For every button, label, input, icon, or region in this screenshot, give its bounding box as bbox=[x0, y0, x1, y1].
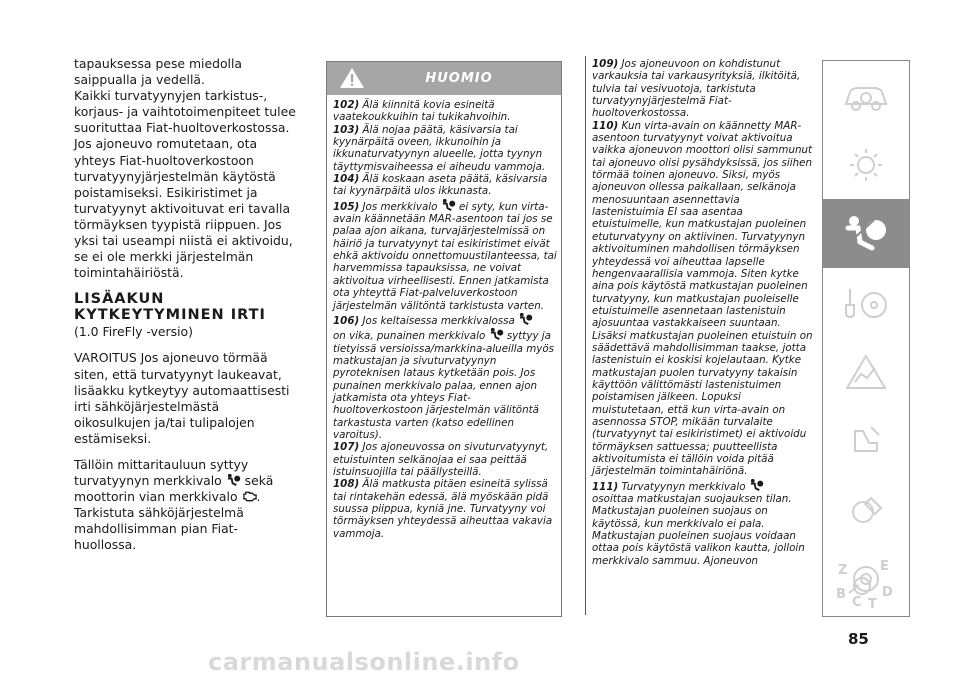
watermark: carmanualsonline.info bbox=[208, 648, 520, 676]
sidebar-item-warning-lights[interactable] bbox=[823, 337, 909, 406]
note-item: 105) Jos merkkivalo ei syty, kun virta-avain käännetään MAR-asentoon tai jos se palaa ajon aikana, turvajärjestelmissä on häiriö ja turvatyynyt tai esikiristimet eivät ehkä aktivoidu onnettomuustilanteessa, tai harvemmissa tapauksissa, ne voivat aktivoitua virheellisesti. Ennen jatkamista ota yhteyttä Fiat-palveluverkostoon järjestelmän välitöntä tarkistusta varten. bbox=[333, 198, 559, 312]
paragraph: Jos ajoneuvo romutetaan, ota yhteys Fiat-huoltoverkostoon turvatyynyjärjestelmän käytöstä poistamiseksi. Esikiristimet ja turvatyynyt aktivoituvat eri tavalla törmäyksen tyypistä riippuen. Jos yksi tai useampi niistä ei aktivoidu, se ei ole merkki järjestelmän toimintahäiriöstä. bbox=[74, 136, 293, 281]
maintenance-icon bbox=[841, 490, 891, 530]
index-letter: B bbox=[836, 587, 846, 602]
note-item: 103) Älä nojaa päätä, käsivarsia tai kyynärpäitä oveen, ikkunoihin ja ikkunaturvatyynyn alueelle, jotta tyynyn täyttymisvaiheessa ei aiheudu vammoja. bbox=[333, 123, 546, 173]
airbag-warning-icon bbox=[441, 198, 456, 212]
note-item: 111) Turvatyynyn merkkivalo osoittaa matkustajan suojauksen tilan. Matkustajan puoleinen suojaus on käytössä, kun merkkivalo ei pala. Matkustajan puoleinen suojaus voidaan ottaa pois käytöstä valikon kautta, jolloin merkkivalo sammuu. Ajoneuvon bbox=[592, 478, 814, 567]
safety-icon bbox=[840, 212, 892, 256]
section-subheading: (1.0 FireFly -versio) bbox=[74, 324, 193, 340]
sidebar-item-start-drive[interactable] bbox=[823, 268, 909, 337]
start-drive-icon bbox=[840, 283, 892, 323]
page-number: 85 bbox=[848, 630, 869, 648]
airbag-warning-icon bbox=[226, 473, 241, 487]
index-icon[interactable] bbox=[830, 556, 902, 614]
column-divider bbox=[585, 56, 586, 615]
text: . bbox=[256, 489, 261, 505]
index-letter: E bbox=[880, 559, 889, 574]
note-body bbox=[333, 99, 559, 540]
index-letter: C bbox=[852, 595, 862, 610]
sidebar-item-lights[interactable] bbox=[823, 130, 909, 199]
airbag-red-warning-icon bbox=[489, 327, 504, 341]
sidebar-item-maintenance[interactable] bbox=[823, 475, 909, 544]
index-letter: D bbox=[882, 585, 893, 600]
paragraph: Kaikki turvatyynyjen tarkistus-, korjaus- ja vaihtotoimenpiteet tulee suorituttaa Fiat-huoltoverkostossa. bbox=[74, 88, 296, 136]
airbag-warning-icon bbox=[749, 478, 764, 492]
note-title: HUOMIO bbox=[425, 71, 493, 86]
note-item: 108) Älä matkusta pitäen esineitä sylissä tai rintakehän edessä, älä myöskään pidä suussa piippua, kyniä jne. Turvatyyny voi törmäyksen yhteydessä aiheuttaa vakavia vammoja. bbox=[333, 478, 553, 540]
note-item: 107) Jos ajoneuvossa on sivuturvatyynyt, etuistuinten selkänojaa ei saa peittää istuinsuojilla tai päällysteillä. bbox=[333, 441, 549, 478]
chapter-sidebar bbox=[822, 60, 910, 617]
emergency-icon bbox=[841, 421, 891, 461]
sidebar-item-emergency[interactable] bbox=[823, 406, 909, 475]
lights-icon bbox=[841, 145, 891, 185]
note-item: 110) Kun virta-avain on käännetty MAR-asentoon turvatyynyt voivat aktivoitua vaikka ajoneuvon moottori olisi sammunut tai ajoneuvo olisi pysähdyksissä, jos siihen törmää toinen ajoneuvo. Siksi, myös ajoneuvon ollessa paikallaan, selkänoja menosuuntaan asennettavia lastenistuimia EI saa asentaa etuistuimelle, kun matkustajan puoleinen etuturvatyyny on aktiivinen. Turvatyynyn aktivoituminen mahdollisen törmäyksen yhteydessä voi aiheuttaa lapselle hengenvaarallisia vammoja. Siten kytke aina pois käytöstä matkustajan puoleinen turvatyyny, kun matkustajan puoleiselle etuistuimelle asennetaan lastenistuin ajosuuntaa vastakkaiseen suuntaan. Lisäksi matkustajan puoleinen etuistuin on säädettävä mahdollisimman taakse, jotta lastenistuin ei koskisi kojelautaan. Kytke matkustajan puolen turvatyyny takaisin käyttöön välittömästi lastenistuimen poistamisen jälkeen. Lopuksi muistutetaan, että kun virta-avain on asennossa STOP, mikään turvalaite (turvatyynyt tai esikiristimet) ei aktivoidu törmäyksen sattuessa; puutteellista aktivoitumista ei tällöin voida pitää järjestelmän toimintahäiriönä. bbox=[592, 119, 813, 478]
warning-lights-icon bbox=[841, 352, 891, 392]
paragraph: tapauksessa pese miedolla saippualla ja vedellä. bbox=[74, 56, 243, 88]
right-column bbox=[592, 58, 814, 567]
text: Tällöin mittaritauluun syttyy turvatyynyn merkkivalo bbox=[74, 456, 249, 489]
paragraph bbox=[74, 457, 298, 505]
index-letter: T bbox=[868, 597, 877, 612]
engine-fault-icon bbox=[242, 489, 257, 503]
airbag-yellow-warning-icon bbox=[518, 312, 533, 326]
index-letter: Z bbox=[838, 563, 848, 578]
paragraph: Tarkistuta sähköjärjestelmä mahdollisimman pian Fiat-huollossa. bbox=[74, 505, 244, 553]
sidebar-item-car-info[interactable] bbox=[823, 61, 909, 130]
car-info-icon bbox=[840, 76, 892, 116]
left-column bbox=[74, 56, 298, 554]
note-item: 109) Jos ajoneuvoon on kohdistunut varkauksia tai varkausyrityksiä, ilkitöitä, tulvia tai vesivuotoja, tarkistuta turvatyynyjärjestelmä Fiat-huoltoverkostossa. bbox=[592, 58, 801, 120]
text: sekä moottorin vian merkkivalo bbox=[74, 473, 274, 505]
sidebar-item-safety[interactable] bbox=[823, 199, 909, 268]
note-item: 106) Jos keltaisessa merkkivalossa on vika, punainen merkkivalo syttyy ja tietyissä versioissa/markkina-alueilla myös matkustajan ja sivuturvatyynyn pyroteknisen lataus kytketään pois. Jos punainen merkkivalo palaa, ennen ajon jatkamista ota yhteys Fiat-huoltoverkostoon järjestelmän välitöntä tarkastusta varten (katso edellinen varoitus). bbox=[333, 312, 559, 441]
section-heading: LISÄAKUN KYTKEYTYMINEN IRTI bbox=[74, 291, 266, 324]
note-item: 102) Älä kiinnitä kovia esineitä vaatekoukkuihin tai tukikahvoihin. bbox=[333, 99, 511, 124]
paragraph: VAROITUS Jos ajoneuvo törmää siten, että turvatyynyt laukeavat, lisäakku kytkeytyy automaattisesti irti sähköjärjestelmästä oikosulkujen ja/tai tulipalojen estämiseksi. bbox=[74, 350, 290, 446]
note-item: 104) Älä koskaan aseta päätä, käsivarsia tai kyynärpäitä ulos ikkunasta. bbox=[333, 173, 548, 198]
warning-note-box bbox=[326, 61, 562, 617]
note-header bbox=[327, 62, 561, 95]
